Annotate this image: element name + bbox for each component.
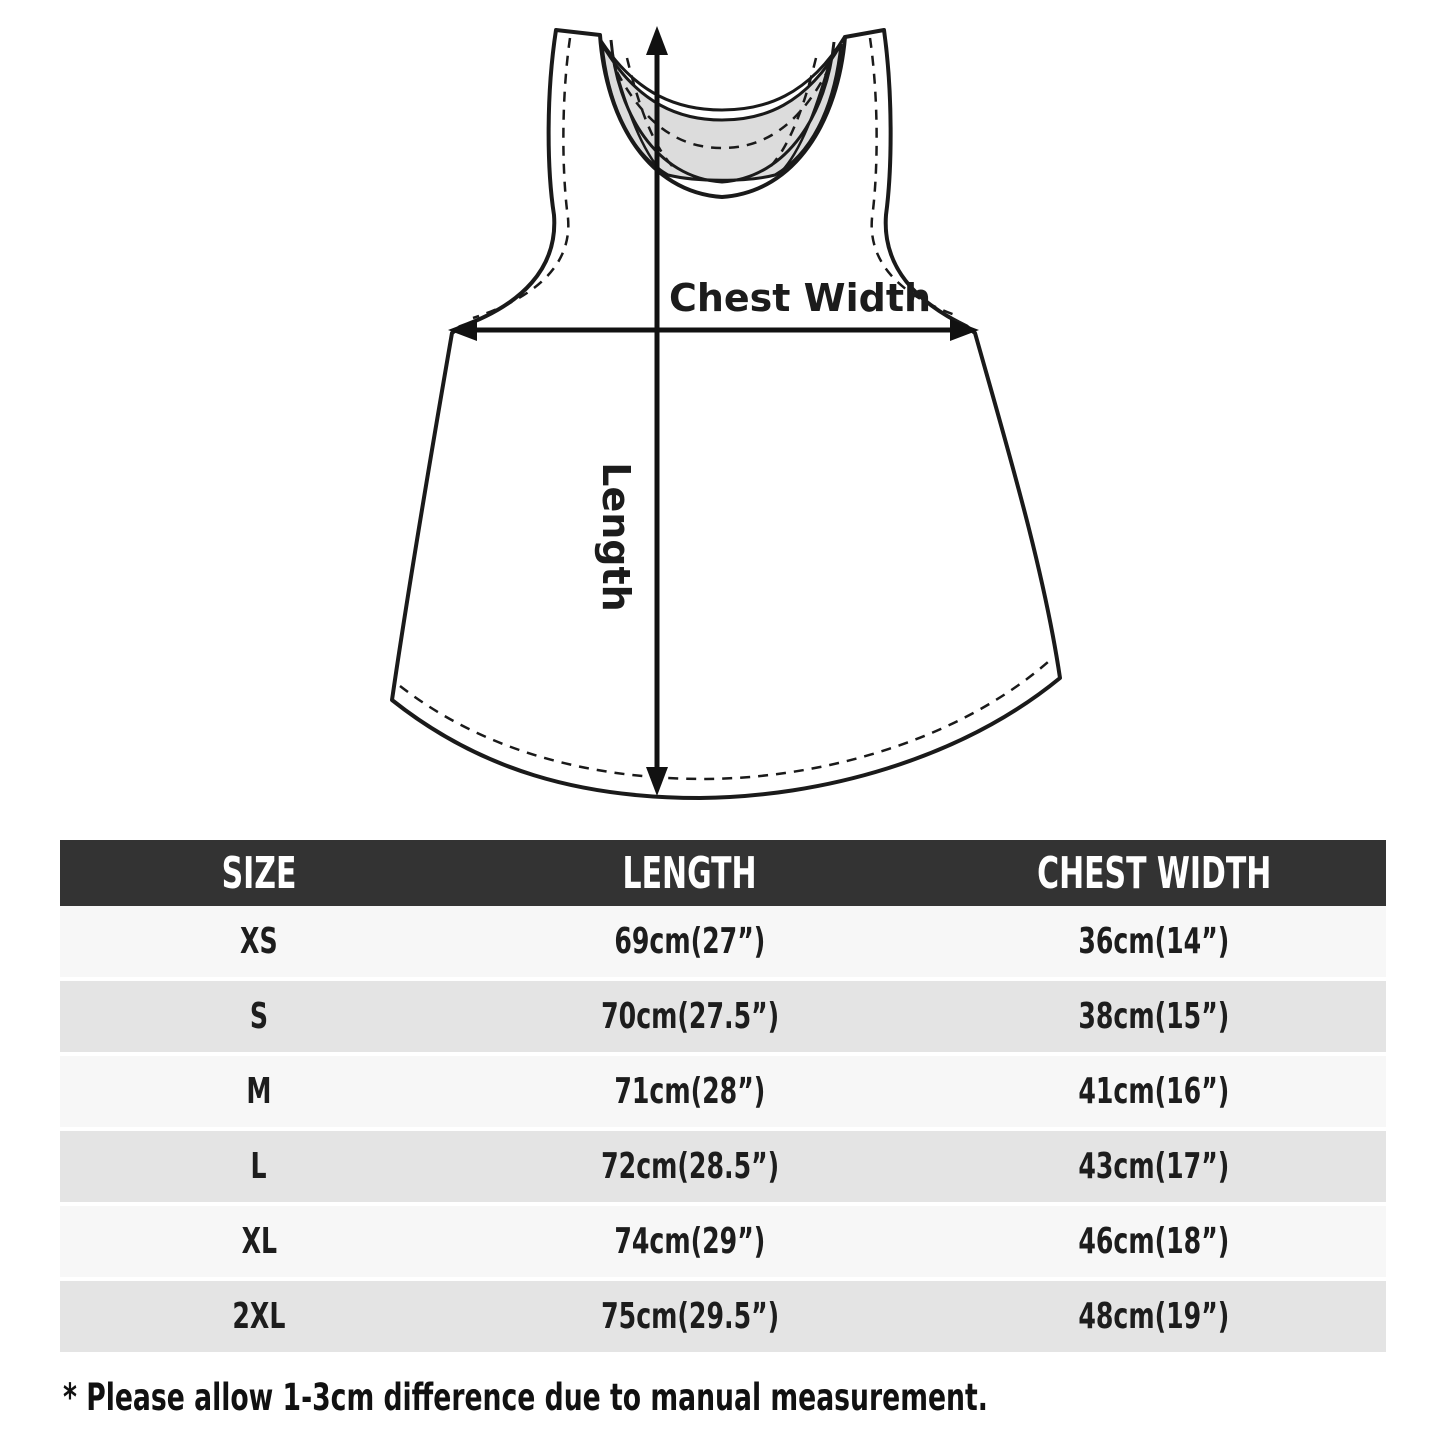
cell-length [458, 1206, 922, 1277]
length-value: 72cm(28.5”) [600, 1146, 779, 1187]
header-length-label: LENGTH [622, 847, 757, 899]
cell-length [458, 1281, 922, 1352]
arrowhead-up [646, 26, 668, 55]
length-label: Length [594, 462, 638, 612]
size-value: M [246, 1071, 272, 1112]
cell-length [458, 906, 922, 977]
length-value: 70cm(27.5”) [600, 996, 779, 1037]
cell-size [60, 981, 458, 1052]
cell-size [60, 906, 458, 977]
table-row-s [60, 981, 1386, 1056]
size-table [60, 840, 1386, 1356]
table-row-l [60, 1131, 1386, 1206]
header-cell-size [60, 840, 458, 906]
cell-chest-width [922, 1281, 1386, 1352]
cell-chest-width [922, 1056, 1386, 1127]
chest-width-value: 48cm(19”) [1078, 1296, 1230, 1337]
cell-size [60, 1206, 458, 1277]
size-value: XS [240, 921, 278, 962]
chest-width-value: 38cm(15”) [1078, 996, 1230, 1037]
chest-width-value: 36cm(14”) [1078, 921, 1230, 962]
size-value: 2XL [232, 1296, 286, 1337]
table-row-m [60, 1056, 1386, 1131]
cell-length [458, 981, 922, 1052]
header-size-label: SIZE [221, 847, 297, 899]
chest-width-value: 46cm(18”) [1078, 1221, 1230, 1262]
cell-size [60, 1281, 458, 1352]
chest-width-value: 43cm(17”) [1078, 1146, 1230, 1187]
measurement-note [63, 1376, 1348, 1419]
header-cell-chest-width [922, 840, 1386, 906]
cell-chest-width [922, 1206, 1386, 1277]
size-table-header-row [60, 840, 1386, 906]
table-row-xl [60, 1206, 1386, 1281]
cell-length [458, 1056, 922, 1127]
chest-width-label: Chest Width [668, 276, 932, 320]
size-value: XL [241, 1221, 277, 1262]
length-value: 69cm(27”) [614, 921, 766, 962]
header-chest-width-label: CHEST WIDTH [1036, 847, 1272, 899]
measurement-note-text: * Please allow 1-3cm difference due to manual measurement. [63, 1376, 988, 1419]
cell-size [60, 1056, 458, 1127]
header-cell-length [458, 840, 922, 906]
table-row-2xl [60, 1281, 1386, 1356]
length-value: 74cm(29”) [614, 1221, 766, 1262]
cell-length [458, 1131, 922, 1202]
size-value: S [249, 996, 268, 1037]
length-value: 75cm(29.5”) [600, 1296, 779, 1337]
table-row-xs [60, 906, 1386, 981]
length-value: 71cm(28”) [614, 1071, 766, 1112]
size-value: L [250, 1146, 267, 1187]
cell-chest-width [922, 1131, 1386, 1202]
cell-chest-width [922, 906, 1386, 977]
cell-size [60, 1131, 458, 1202]
cell-chest-width [922, 981, 1386, 1052]
chest-width-value: 41cm(16”) [1078, 1071, 1230, 1112]
